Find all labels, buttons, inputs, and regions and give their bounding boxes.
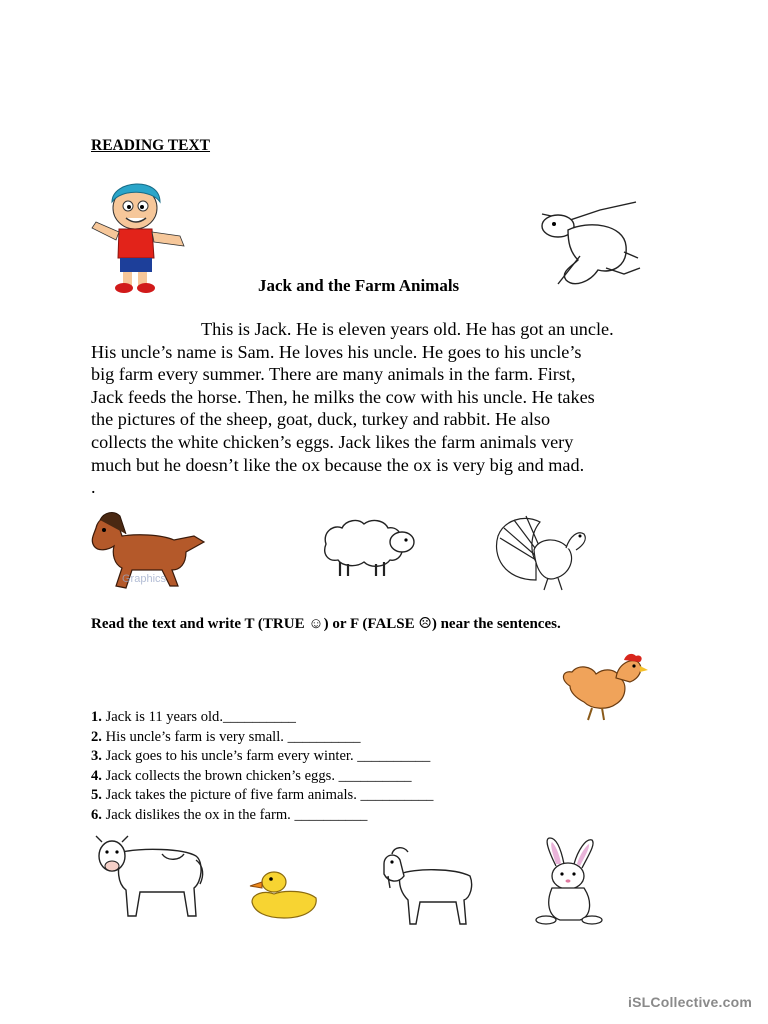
question-number: 1. bbox=[91, 709, 102, 725]
question-text: Jack goes to his uncle’s farm every winter. __________ bbox=[101, 748, 431, 765]
question-number: 2. bbox=[91, 728, 102, 745]
passage-line: Jack feeds the horse. Then, he milks the cow with his uncle. He takes bbox=[91, 386, 595, 407]
duck-illustration bbox=[244, 868, 320, 922]
passage-line: much but he doesn’t like the ox because the ox is very big and mad. bbox=[91, 454, 585, 475]
question-number: 6. bbox=[91, 806, 102, 823]
question-text: Jack dislikes the ox in the farm. __________ bbox=[101, 806, 368, 823]
question-item bbox=[91, 728, 433, 748]
question-number: 4. bbox=[91, 767, 102, 784]
question-list bbox=[91, 708, 433, 826]
passage-line: . bbox=[91, 477, 96, 498]
site-footer: iSLCollective.com bbox=[628, 994, 752, 1010]
clipart-watermark: Graphics bbox=[122, 573, 167, 585]
question-item bbox=[91, 806, 433, 826]
question-text: His uncle’s farm is very small. __________ bbox=[101, 728, 361, 745]
story-title: Jack and the Farm Animals bbox=[258, 276, 460, 295]
chicken-illustration bbox=[556, 650, 648, 724]
question-text: Jack collects the brown chicken’s eggs. __________ bbox=[101, 767, 412, 784]
question-item bbox=[91, 767, 433, 787]
goat-illustration bbox=[374, 846, 478, 926]
question-item bbox=[91, 708, 433, 728]
turkey-illustration bbox=[490, 512, 594, 592]
question-text: Jack is 11 years old.__________ bbox=[101, 709, 296, 725]
horse-illustration bbox=[86, 508, 206, 592]
boy-illustration bbox=[88, 176, 190, 296]
passage-line: This is Jack. He is eleven years old. He has got an uncle. bbox=[201, 319, 614, 339]
reading-passage bbox=[91, 318, 691, 499]
question-number: 5. bbox=[91, 787, 102, 804]
cow-illustration bbox=[92, 830, 208, 922]
sheep-illustration bbox=[318, 514, 416, 580]
passage-line: collects the white chicken’s eggs. Jack likes the farm animals very bbox=[91, 431, 574, 452]
question-number: 3. bbox=[91, 748, 102, 765]
rabbit-illustration bbox=[530, 836, 610, 926]
question-item bbox=[91, 747, 433, 767]
section-heading: READING TEXT bbox=[91, 137, 211, 154]
passage-line: the pictures of the sheep, goat, duck, turkey and rabbit. He also bbox=[91, 409, 551, 430]
passage-line: big farm every summer. There are many animals in the farm. First, bbox=[91, 364, 576, 385]
exercise-instruction: Read the text and write T (TRUE ☺) or F (FALSE ☹) near the sentences. bbox=[91, 616, 561, 632]
passage-line: His uncle’s name is Sam. He loves his uncle. He goes to his uncle’s bbox=[91, 341, 582, 362]
ox-illustration bbox=[528, 196, 646, 296]
question-item bbox=[91, 786, 433, 806]
question-text: Jack takes the picture of five farm animals. __________ bbox=[101, 787, 434, 804]
